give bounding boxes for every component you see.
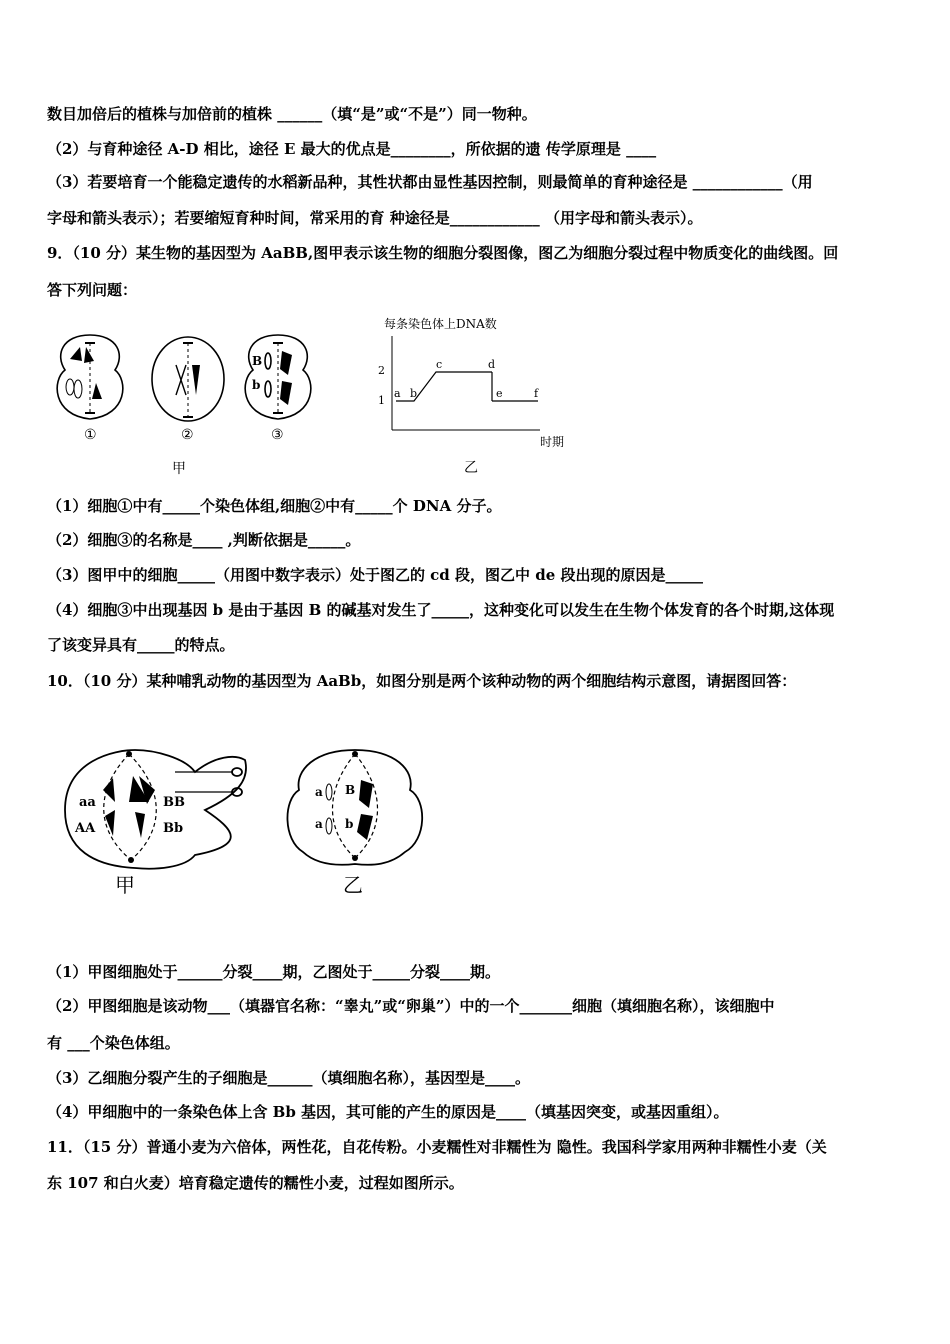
gene-label: B	[345, 783, 356, 797]
question-9-header: 9．（10 分）某生物的基因型为 AaBB,图甲表示该生物的细胞分裂图像，图乙为细胞分裂过程中物质变化的曲线图。回	[47, 244, 839, 262]
cell-2	[152, 337, 224, 421]
text-line: 数目加倍后的植株与加倍前的植株 ______（填“是”或“不是”）同一物种。	[47, 105, 537, 123]
cell-label-1: ①	[84, 427, 97, 443]
q10-sub-3: （3）乙细胞分裂产生的子细胞是______（填细胞名称），基因型是____。	[47, 1069, 530, 1087]
q10-sub-2: （2）甲图细胞是该动物___（填器官名称：“睾丸”或“卵巢”）中的一个_______细胞（填细胞名称），该细胞中	[47, 997, 775, 1015]
cell-yi	[287, 750, 422, 865]
cell-1	[57, 335, 123, 419]
text-line: 了该变异具有_____的特点。	[47, 636, 235, 654]
point-label-c: c	[436, 358, 443, 371]
figure-yi-label: 乙	[464, 460, 478, 476]
gene-label: Bb	[163, 821, 184, 836]
q9-sub-1: （1）细胞①中有_____个染色体组,细胞②中有_____个 DNA 分子。	[47, 497, 502, 515]
question-10-header: 10．（10 分）某种哺乳动物的基因型为 AaBb，如图分别是两个该种动物的两个细胞结构示意图，请据图回答：	[47, 672, 797, 690]
gene-label-b: b	[252, 378, 261, 392]
cell-3	[245, 335, 311, 419]
figure-jia-label: 甲	[172, 461, 186, 477]
text-line: 有 ___个染色体组。	[47, 1034, 180, 1052]
cell-jia-chromosomes	[103, 751, 155, 863]
point-label-d: d	[488, 358, 496, 371]
figure-jia-label: 甲	[115, 873, 135, 897]
gene-label: BB	[163, 795, 185, 810]
y-tick-1: 1	[378, 394, 385, 407]
point-label-f: f	[534, 387, 539, 400]
cell-3-chromosomes	[280, 351, 292, 405]
figure-9-chart	[370, 312, 580, 477]
cell-1-chromosomes	[66, 347, 102, 399]
y-tick-2: 2	[378, 364, 385, 377]
gene-label-B: B	[252, 354, 263, 368]
gene-label: AA	[75, 821, 96, 836]
x-axis-label: 时期	[540, 435, 565, 449]
chart-title: 每条染色体上DNA数	[384, 317, 497, 331]
q9-sub-3: （3）图甲中的细胞_____（用图中数字表示）处于图乙的 cd 段，图乙中 de 段出现的原因是_____	[47, 566, 703, 584]
text-line: 答下列问题：	[47, 281, 138, 299]
text-line: 字母和箭头表示）；若要缩短育种时间，常采用的育 种途径是____________ （用字母和箭头表示）。	[47, 209, 703, 227]
cell-2-chromosome	[192, 365, 200, 395]
q10-sub-1: （1）甲图细胞处于______分裂____期，乙图处于_____分裂____期。	[47, 963, 500, 981]
cell-label-2: ②	[181, 427, 194, 443]
text-line: 东 107 和白火麦）培育稳定遗传的糯性小麦，过程如图所示。	[47, 1174, 464, 1192]
figure-yi-label: 乙	[343, 873, 363, 897]
point-label-a: a	[394, 387, 401, 400]
q10-sub-4: （4）甲细胞中的一条染色体上含 Bb 基因，其可能的产生的原因是____（填基因突变，或基因重组）。	[47, 1103, 729, 1121]
gene-label: a	[315, 817, 323, 831]
figure-9-cells	[40, 325, 340, 485]
gene-label: a	[315, 785, 323, 799]
q9-sub-2: （2）细胞③的名称是____ ,判断依据是_____。	[47, 531, 361, 549]
point-label-e: e	[496, 387, 503, 400]
question-11-header: 11．（15 分）普通小麦为六倍体，两性花，自花传粉。小麦糯性对非糯性为 隐性。我国科学家用两种非糯性小麦（关	[47, 1138, 827, 1156]
q9-sub-4: （4）细胞③中出现基因 b 是由于基因 B 的碱基对发生了_____，这种变化可以发生在生物个体发育的各个时期,这体现	[47, 601, 835, 619]
text-line: （2）与育种途径 A-D 相比，途径 E 最大的优点是________，所依据的遗 传学原理是 ____	[47, 140, 657, 158]
text-line: （3）若要培育一个能稳定遗传的水稻新品种，其性状都由显性基因控制，则最简单的育种途径是 ____________（用	[47, 173, 813, 191]
figure-10-cells	[55, 740, 435, 910]
gene-label: aa	[79, 795, 96, 810]
point-label-b: b	[410, 387, 418, 400]
cell-label-3: ③	[271, 427, 284, 443]
gene-label: b	[345, 817, 354, 831]
